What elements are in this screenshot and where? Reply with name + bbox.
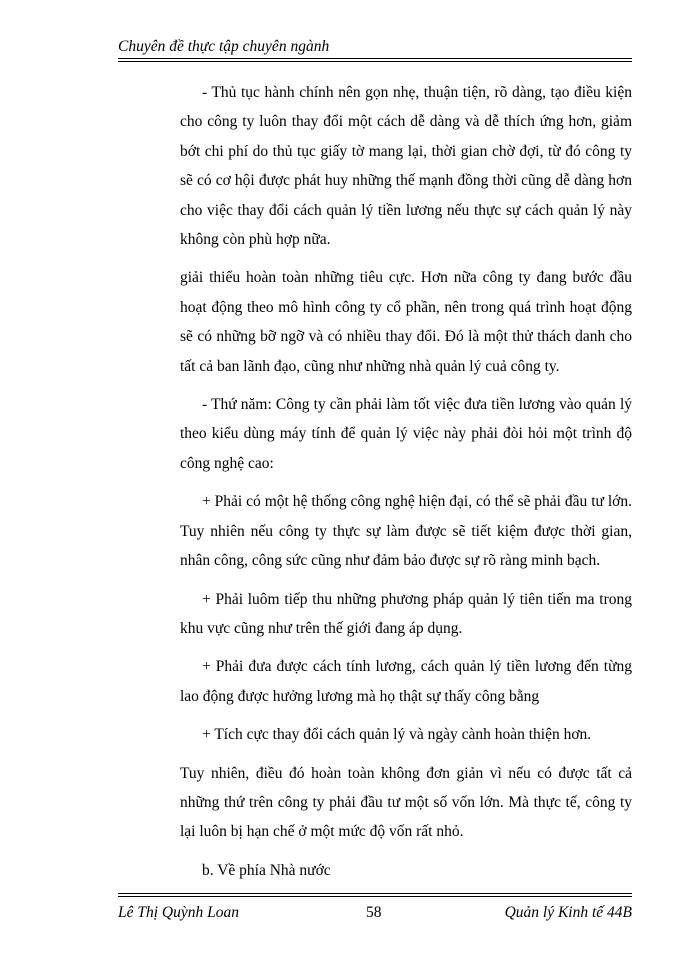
footer-rule-bottom (118, 896, 632, 897)
header-rule-top (118, 58, 632, 59)
bullet-improve-management: + Tích cực thay đổi cách quản lý và ngày cành hoàn thiện hơn. (202, 726, 592, 744)
bullet-modern-technology: + Phải có một hệ thống công nghệ hiện đại, có thể sẽ phải đầu tư lớn. Tuy nhiên nếu công ty thực sự làm được sẽ tiết kiệm được thời gian, nhân công, công sức cũng như đảm bảo được sự rõ ràng minh bạch. (180, 493, 632, 570)
paragraph-conclusion: Tuy nhiên, điều đó hoàn toàn không đơn giản vì nếu có được tất cả những thứ trên công ty phải đầu tư một số vốn lớn. Mà thực tế, công ty lại luôn bị hạn chế ở một mức độ vốn rất nhỏ. (180, 764, 632, 841)
bullet-wage-calculation: + Phải đưa được cách tính lương, cách quản lý tiền lương đến từng lao động được hưởng lương mà họ thật sự thấy công bằng (180, 658, 632, 705)
footer-rule-top (118, 893, 632, 894)
paragraph-admin-procedures: - Thủ tục hành chính nên gọn nhẹ, thuận tiện, rõ dàng, tạo điều kiện cho công ty luôn thay đổi một cách dễ dàng và dễ thích ứng hơn, giảm bớt chi phí do thủ tục giấy tờ mang lại, thời gian chờ đợi, từ đó công ty sẽ có cơ hội được phát huy những thế mạnh đồng thời cũng dễ dàng hơn cho việc thay đổi cách quản lý tiền lương nếu thực sự cách quản lý này không còn phù hợp nữa. (180, 84, 632, 249)
paragraph-continuation: giải thiểu hoàn toàn những tiêu cực. Hơn nữa công ty đang bước đầu hoạt động theo mô hình công ty cổ phần, nên trong quá trình hoạt động sẽ có những bỡ ngỡ và có nhiều thay đổi. Đó là một thử thách danh cho tất cả ban lãnh đạo, cũng như những nhà quản lý cuả công ty. (180, 269, 632, 375)
footer-page-number: 58 (366, 904, 382, 921)
section-heading-state: b. Về phía Nhà nước (202, 861, 331, 879)
bullet-advanced-methods: + Phải luôm tiếp thu những phương pháp quản lý tiên tiến ma trong khu vực cũng như trên thế giới đang áp dụng. (180, 590, 632, 637)
footer-author: Lê Thị Quỳnh Loan (118, 904, 239, 921)
footer-class-name: Quản lý Kinh tế 44B (504, 904, 632, 921)
document-body (180, 78, 632, 885)
paragraph-fifth-point: - Thứ năm: Công ty cần phải làm tốt việc đưa tiền lương vào quản lý theo kiểu dùng máy tính để quản lý việc này phải đòi hỏi một trình độ công nghệ cao: (180, 396, 632, 472)
header-title: Chuyên đề thực tập chuyên ngành (118, 38, 330, 55)
header-rule-bottom (118, 61, 632, 62)
